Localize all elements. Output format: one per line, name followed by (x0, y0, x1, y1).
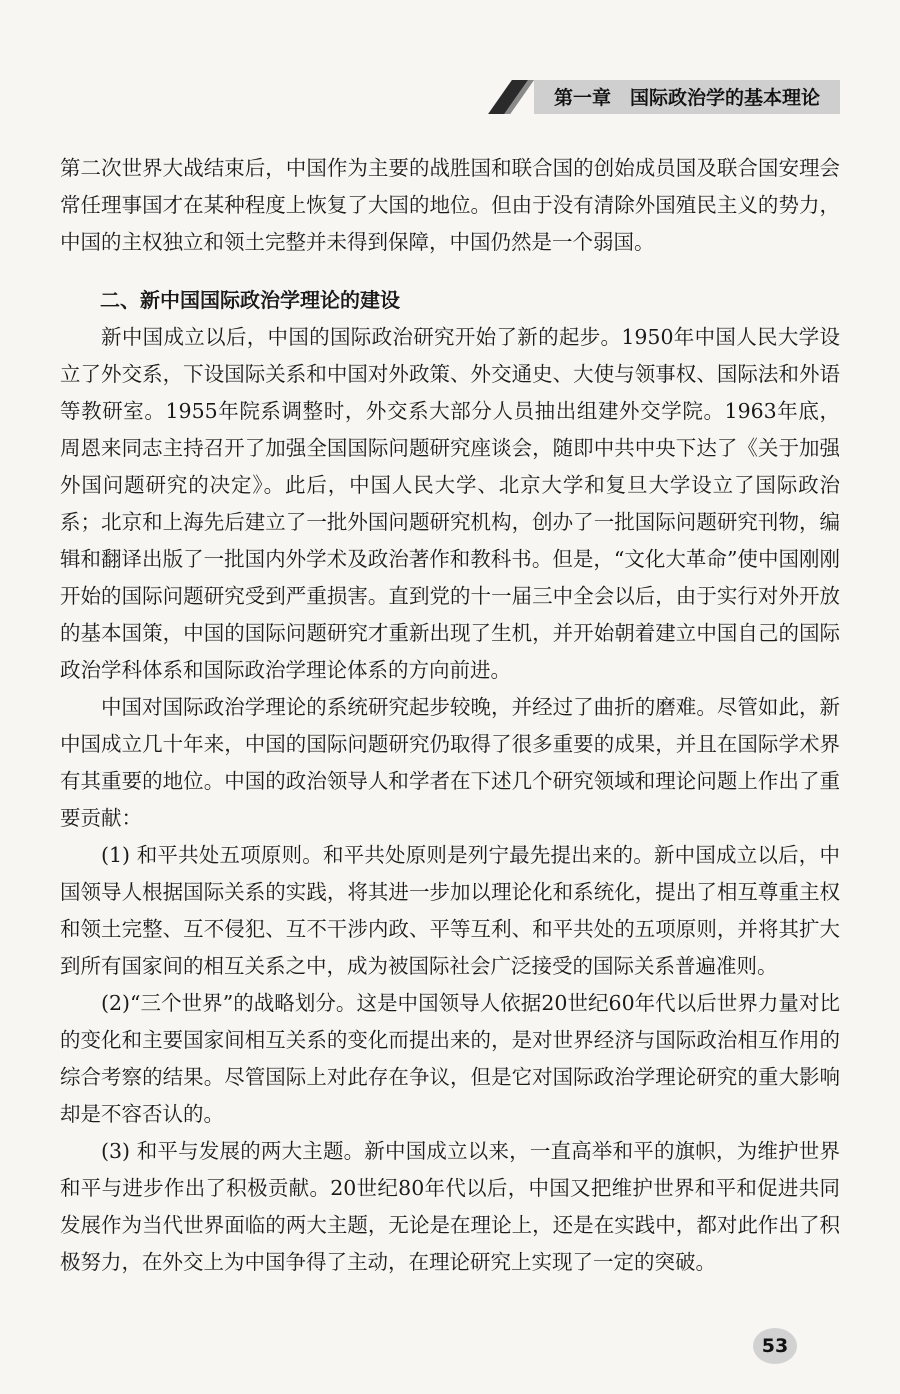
page-number: 53 (753, 1328, 797, 1364)
section-heading: 二、新中国国际政治学理论的建设 (100, 288, 400, 312)
list-item-paragraph: (1) 和平共处五项原则。和平共处原则是列宁最先提出来的。新中国成立以后，中国领导人根据国际关系的实践，将其进一步加以理论化和系统化，提出了相互尊重主权和领土完整、互不侵犯、互不干涉内政、平等互利、和平共处的五项原则，并将其扩大到所有国家间的相互关系之中，成为被国际社会广泛接受的国际关系普遍准则。 (60, 843, 840, 978)
paragraph-intro: 第二次世界大战结束后，中国作为主要的战胜国和联合国的创始成员国及联合国安理会常任理事国才在某种程度上恢复了大国的地位。但由于没有清除外国殖民主义的势力，中国的主权独立和领土完整并未得到保障，中国仍然是一个弱国。 (60, 156, 840, 254)
chapter-header (490, 80, 840, 114)
page-body (60, 150, 840, 1281)
paragraph: 中国对国际政治学理论的系统研究起步较晚，并经过了曲折的磨难。尽管如此，新中国成立几十年来，中国的国际问题研究仍取得了很多重要的成果，并且在国际学术界有其重要的地位。中国的政治领导人和学者在下述几个研究领域和理论问题上作出了重要贡献： (60, 695, 840, 830)
paragraph: 新中国成立以后，中国的国际政治研究开始了新的起步。1950年中国人民大学设立了外交系，下设国际关系和中国对外政策、外交通史、大使与领事权、国际法和外语等教研室。1955年院系调整时，外交系大部分人员抽出组建外交学院。1963年底，周恩来同志主持召开了加强全国国际问题研究座谈会，随即中共中央下达了《关于加强外国问题研究的决定》。此后，中国人民大学、北京大学和复旦大学设立了国际政治系；北京和上海先后建立了一批外国问题研究机构，创办了一批国际问题研究刊物，编辑和翻译出版了一批国内外学术及政治著作和教科书。但是，“文化大革命”使中国刚刚开始的国际问题研究受到严重损害。直到党的十一届三中全会以后，由于实行对外开放的基本国策，中国的国际问题研究才重新出现了生机，并开始朝着建立中国自己的国际政治学科体系和国际政治学理论体系的方向前进。 (60, 325, 840, 682)
list-item-paragraph: (2)“三个世界”的战略划分。这是中国领导人依据20世纪60年代以后世界力量对比的变化和主要国家间相互关系的变化而提出来的，是对世界经济与国际政治相互作用的综合考察的结果。尽管国际上对此存在争议，但是它对国际政治学理论研究的重大影响却是不容否认的。 (60, 991, 840, 1126)
list-item-paragraph: (3) 和平与发展的两大主题。新中国成立以来，一直高举和平的旗帜，为维护世界和平与进步作出了积极贡献。20世纪80年代以后，中国又把维护世界和平和促进共同发展作为当代世界面临的两大主题，无论是在理论上，还是在实践中，都对此作出了积极努力，在外交上为中国争得了主动，在理论研究上实现了一定的突破。 (60, 1139, 840, 1274)
chapter-title: 第一章 国际政治学的基本理论 (554, 87, 821, 109)
